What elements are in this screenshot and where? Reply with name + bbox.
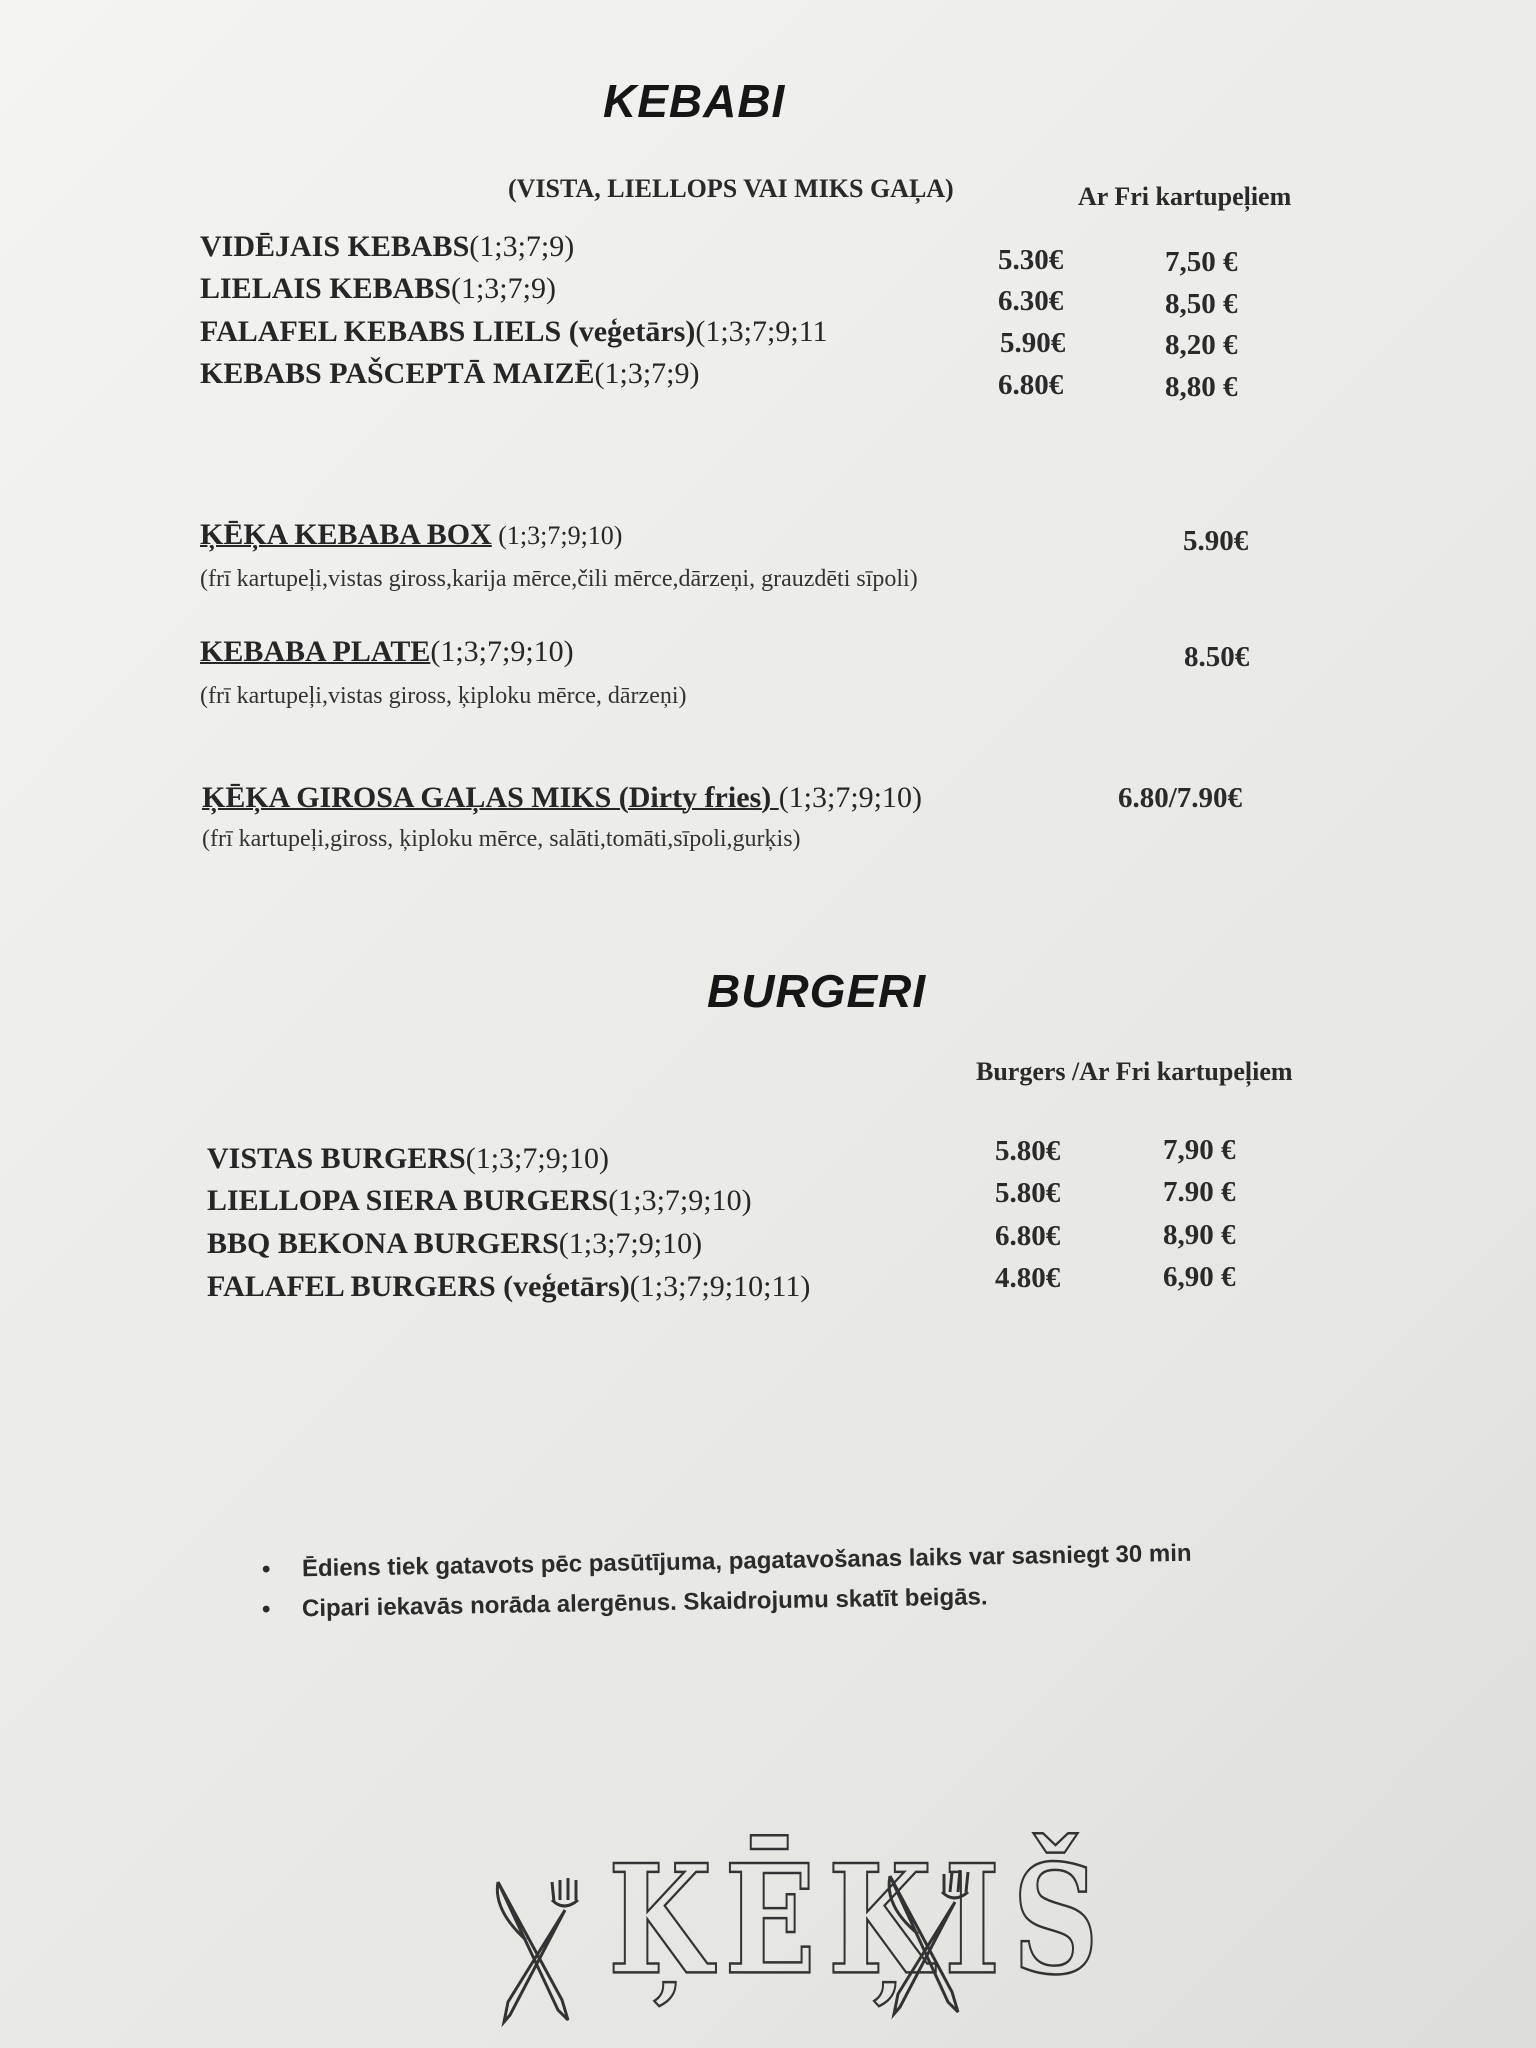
menu-item-name: FALAFEL BURGERS (veģetārs)(1;3;7;9;10;11) (207, 1270, 811, 1303)
menu-item-price: 5.90€ (1000, 327, 1066, 359)
menu-item-price: 5.30€ (998, 244, 1064, 276)
menu-item-name: KEBABS PAŠCEPTĀ MAIZĒ(1;3;7;9) (200, 357, 700, 390)
special-item-desc: (frī kartupeļi,giross, ķiploku mērce, salāti,tomāti,sīpoli,gurķis) (202, 826, 801, 852)
menu-item-price-fries: 6,90 € (1163, 1261, 1236, 1293)
special-item-name: KEBABA PLATE(1;3;7;9;10) (200, 635, 574, 668)
menu-item-price-fries: 7.90 € (1163, 1176, 1236, 1208)
menu-item-price-fries: 8,20 € (1165, 329, 1238, 361)
logo-text: ĶĒĶIŠ (608, 1832, 1111, 2009)
kebabi-fries-header: Ar Fri kartupeļiem (1078, 182, 1292, 211)
menu-item-price-fries: 8,90 € (1163, 1219, 1236, 1251)
special-item-name: ĶĒĶA GIROSA GAĻAS MIKS (Dirty fries) (1;3;7;9;10) (202, 781, 923, 814)
knife-fork-icon (878, 1862, 978, 2022)
menu-item-name: VIDĒJAIS KEBABS(1;3;7;9) (200, 230, 575, 263)
kebabi-meat-note: (VISTA, LIELLOPS VAI MIKS GAĻA) (508, 174, 954, 203)
special-item-price: 8.50€ (1184, 641, 1250, 673)
menu-item-price: 5.80€ (995, 1135, 1061, 1167)
menu-item-price: 6.80€ (995, 1220, 1061, 1252)
menu-item-name: BBQ BEKONA BURGERS(1;3;7;9;10) (207, 1227, 703, 1260)
menu-item-price-fries: 8,50 € (1165, 288, 1238, 320)
special-item-desc: (frī kartupeļi,vistas giross, ķiploku mērce, dārzeņi) (200, 683, 687, 709)
note-item: • Cipari iekavās norāda alergēnus. Skaidrojumu skatīt beigās. (261, 1583, 988, 1623)
special-item-desc: (frī kartupeļi,vistas giross,karija mērce,čili mērce,dārzeņi, grauzdēti sīpoli) (200, 566, 918, 592)
menu-item-price: 6.80€ (998, 369, 1064, 401)
burgeri-title: BURGERI (707, 965, 927, 1017)
menu-item-price: 6.30€ (998, 285, 1064, 317)
menu-item-name: LIELLOPA SIERA BURGERS(1;3;7;9;10) (207, 1184, 752, 1217)
burgeri-header: Burgers /Ar Fri kartupeļiem (976, 1057, 1293, 1086)
menu-item-name: LIELAIS KEBABS(1;3;7;9) (200, 272, 556, 305)
bullet-icon: • (261, 1555, 271, 1583)
menu-item-price-fries: 8,80 € (1165, 371, 1238, 403)
knife-fork-icon (488, 1870, 588, 2030)
menu-item-price: 5.80€ (995, 1177, 1061, 1209)
menu-item-price: 4.80€ (995, 1262, 1061, 1294)
special-item-name: ĶĒĶA KEBABA BOX (1;3;7;9;10) (200, 518, 623, 551)
menu-item-name: FALAFEL KEBABS LIELS (veģetārs)(1;3;7;9;11 (200, 315, 828, 348)
special-item-price: 6.80/7.90€ (1118, 782, 1243, 814)
special-item-price: 5.90€ (1183, 525, 1249, 557)
menu-item-name: VISTAS BURGERS(1;3;7;9;10) (207, 1142, 610, 1175)
note-item: • Ēdiens tiek gatavots pēc pasūtījuma, pagatavošanas laiks var sasniegt 30 min (261, 1539, 1192, 1583)
menu-item-price-fries: 7,90 € (1163, 1134, 1236, 1166)
bullet-icon: • (261, 1595, 271, 1623)
menu-item-price-fries: 7,50 € (1165, 246, 1238, 278)
kebabi-title: KEBABI (603, 75, 786, 127)
